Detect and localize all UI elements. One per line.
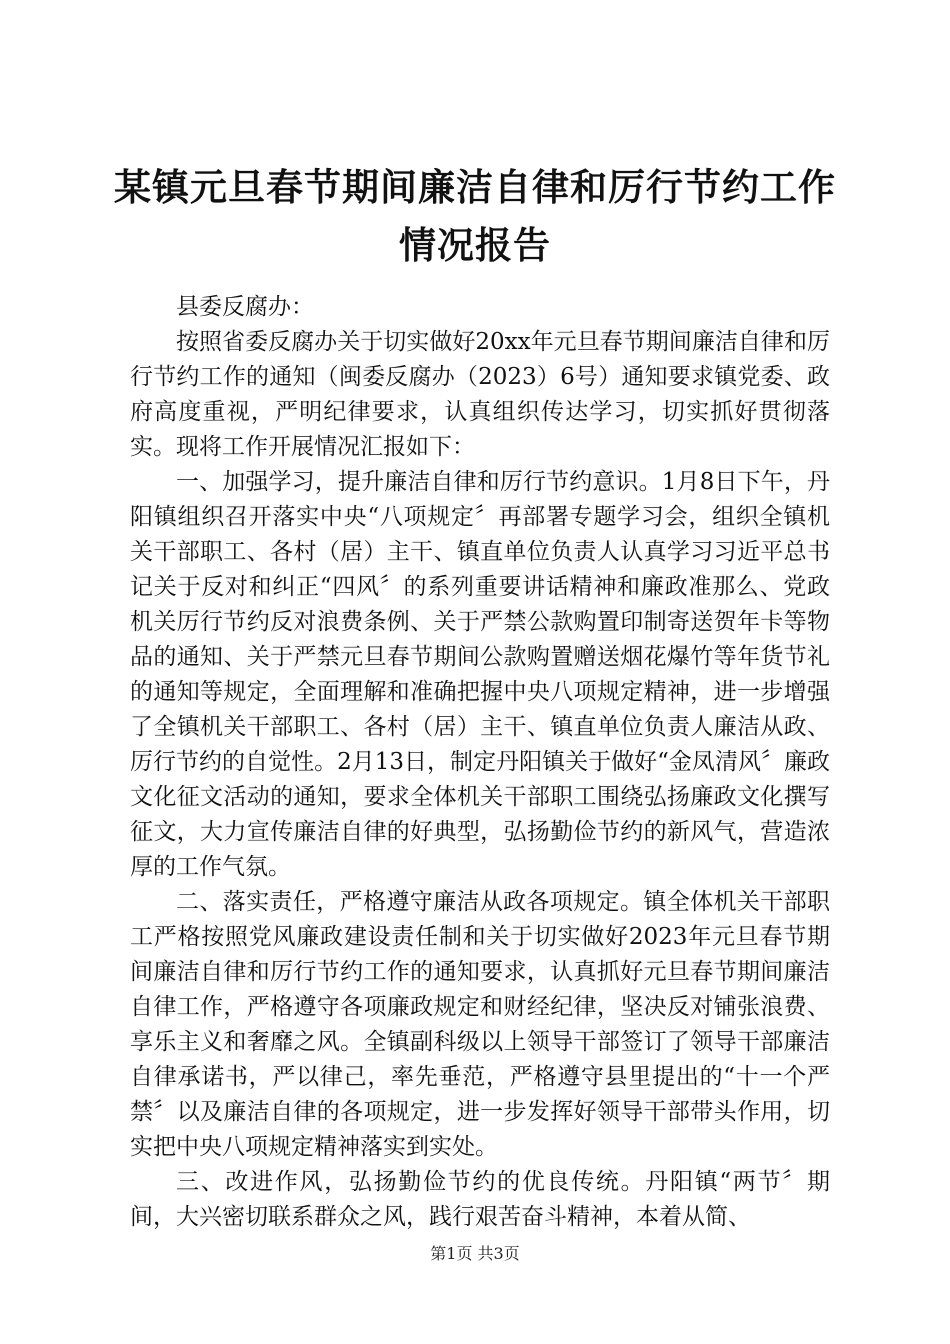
- document-body: [130, 290, 830, 1235]
- page-footer: 第1页 共3页: [430, 1244, 520, 1263]
- paragraph-section-1: 一、加强学习，提升廉洁自律和厉行节约意识。1月8日下午，丹阳镇组织召开落实中央“八项规定〞再部署专题学习会，组织全镇机关干部职工、各村（居）主干、镇直单位负责人认真学习习近平总书记关于反对和纠正“四风〞的系列重要讲话精神和廉政准那么、党政机关厉行节约反对浪费条例、关于严禁公款购置印制寄送贺年卡等物品的通知、关于严禁元旦春节期间公款购置赠送烟花爆竹等年货节礼的通知等规定，全面理解和准确把握中央八项规定精神，进一步增强了全镇机关干部职工、各村（居）主干、镇直单位负责人廉洁从政、厉行节约的自觉性。2月13日，制定丹阳镇关于做好“金凤清风〞廉政文化征文活动的通知，要求全体机关干部职工围绕弘扬廉政文化撰写征文，大力宣传廉洁自律的好典型，弘扬勤俭节约的新风气，营造浓厚的工作气氛。: [130, 469, 830, 880]
- paragraph-intro: 按照省委反腐办关于切实做好20xx年元旦春节期间廉洁自律和厉行节约工作的通知（闽委反腐办（2023）6号）通知要求镇党委、政府高度重视，严明纪律要求，认真组织传达学习，切实抓好贯彻落实。现将工作开展情况汇报如下：: [130, 329, 830, 460]
- paragraph-section-2: 二、落实责任，严格遵守廉洁从政各项规定。镇全体机关干部职工严格按照党风廉政建设责任制和关于切实做好2023年元旦春节期间廉洁自律和厉行节约工作的通知要求，认真抓好元旦春节期间廉洁自律工作，严格遵守各项廉政规定和财经纪律，坚决反对铺张浪费、享乐主义和奢靡之风。全镇副科级以上领导干部签订了领导干部廉洁自律承诺书，严以律己，率先垂范，严格遵守县里提出的“十一个严禁〞以及廉洁自律的各项规定，进一步发挥好领导干部带头作用，切实把中央八项规定精神落实到实处。: [130, 889, 830, 1160]
- paragraph-section-3: 三、改进作风，弘扬勤俭节约的优良传统。丹阳镇“两节〞期间，大兴密切联系群众之风，践行艰苦奋斗精神，本着从简、: [130, 1169, 830, 1230]
- document-title: 某镇元旦春节期间廉洁自律和厉行节约工作情况报告: [114, 165, 836, 267]
- salutation: 县委反腐办：: [176, 294, 314, 320]
